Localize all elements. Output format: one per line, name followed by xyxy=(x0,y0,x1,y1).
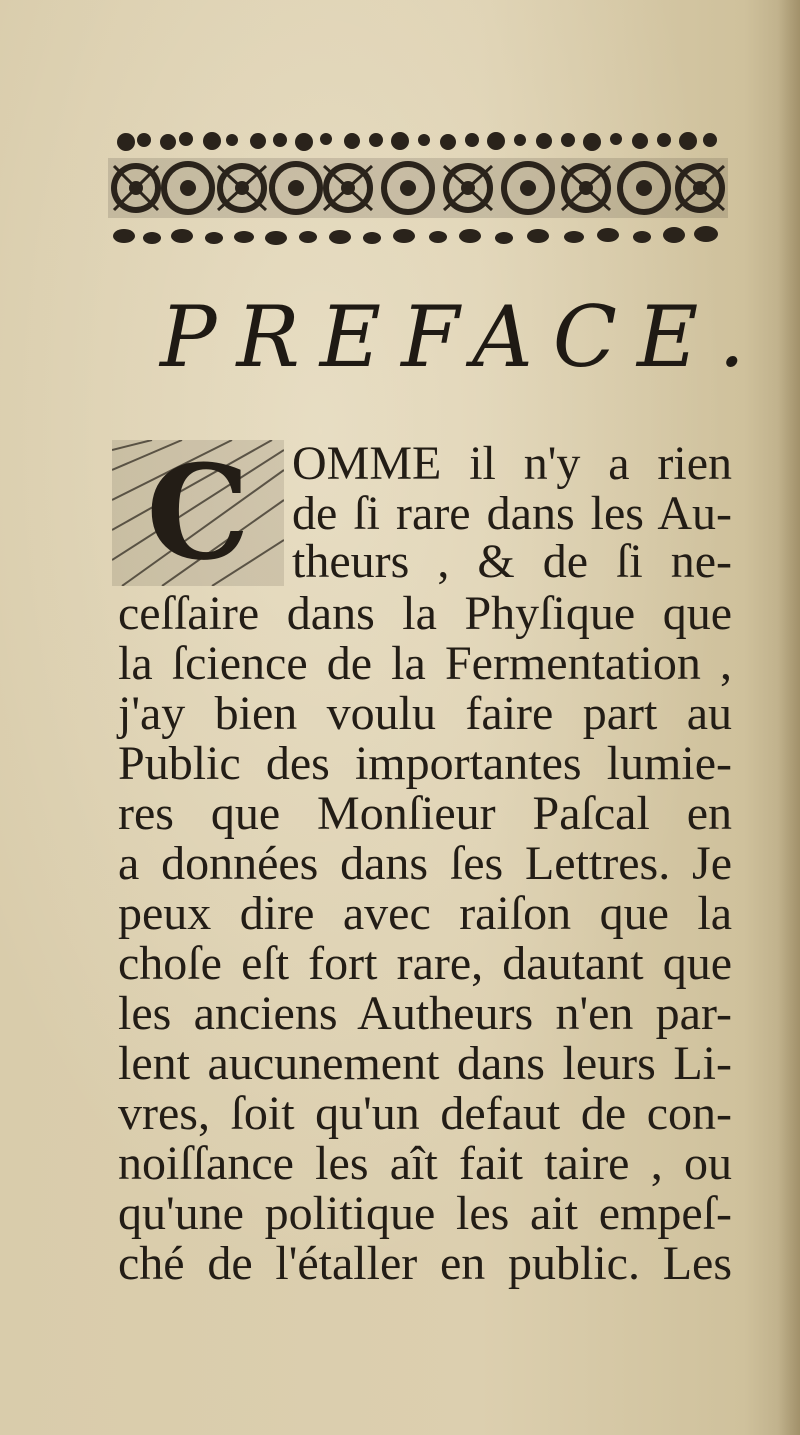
text-line-2: de ſi rare dans les Au- xyxy=(292,487,732,540)
text-line-4: ceſſaire dans la Phyſique que xyxy=(118,587,732,640)
text-line-11: choſe eſt fort rare, dautant que xyxy=(118,937,732,990)
text-line-7: Public des importantes lumie- xyxy=(118,737,732,790)
text-line-9: a données dans ſes Lettres. Je xyxy=(118,837,732,890)
text-line-10: peux dire avec raiſon que la xyxy=(118,887,732,940)
text-line-3: theurs , & de ſi ne- xyxy=(292,535,732,588)
drop-cap-glyph: C xyxy=(146,440,250,586)
text-line-15: noiſſance les aît fait taire , ou xyxy=(118,1137,732,1190)
page-title: PREFACE. xyxy=(160,288,766,386)
text-line-12: les anciens Autheurs n'en par- xyxy=(118,987,732,1040)
text-line-16: qu'une politique les ait empeſ- xyxy=(118,1187,732,1240)
text-line-5: la ſcience de la Fermentation , xyxy=(118,637,732,690)
text-line-17: ché de l'étaller en public. Les xyxy=(118,1237,732,1290)
decorated-drop-cap-letter xyxy=(112,440,284,586)
text-line-6: j'ay bien voulu faire part au xyxy=(118,687,732,740)
decorative-headpiece-ornament xyxy=(108,110,728,260)
text-line-1: OMME il n'y a rien xyxy=(292,437,732,490)
page-gutter-shadow xyxy=(778,0,800,1435)
text-line-8: res que Monſieur Paſcal en xyxy=(118,787,732,840)
text-line-14: vres, ſoit qu'un defaut de con- xyxy=(118,1087,732,1140)
text-line-13: lent aucunement dans leurs Li- xyxy=(118,1037,732,1090)
